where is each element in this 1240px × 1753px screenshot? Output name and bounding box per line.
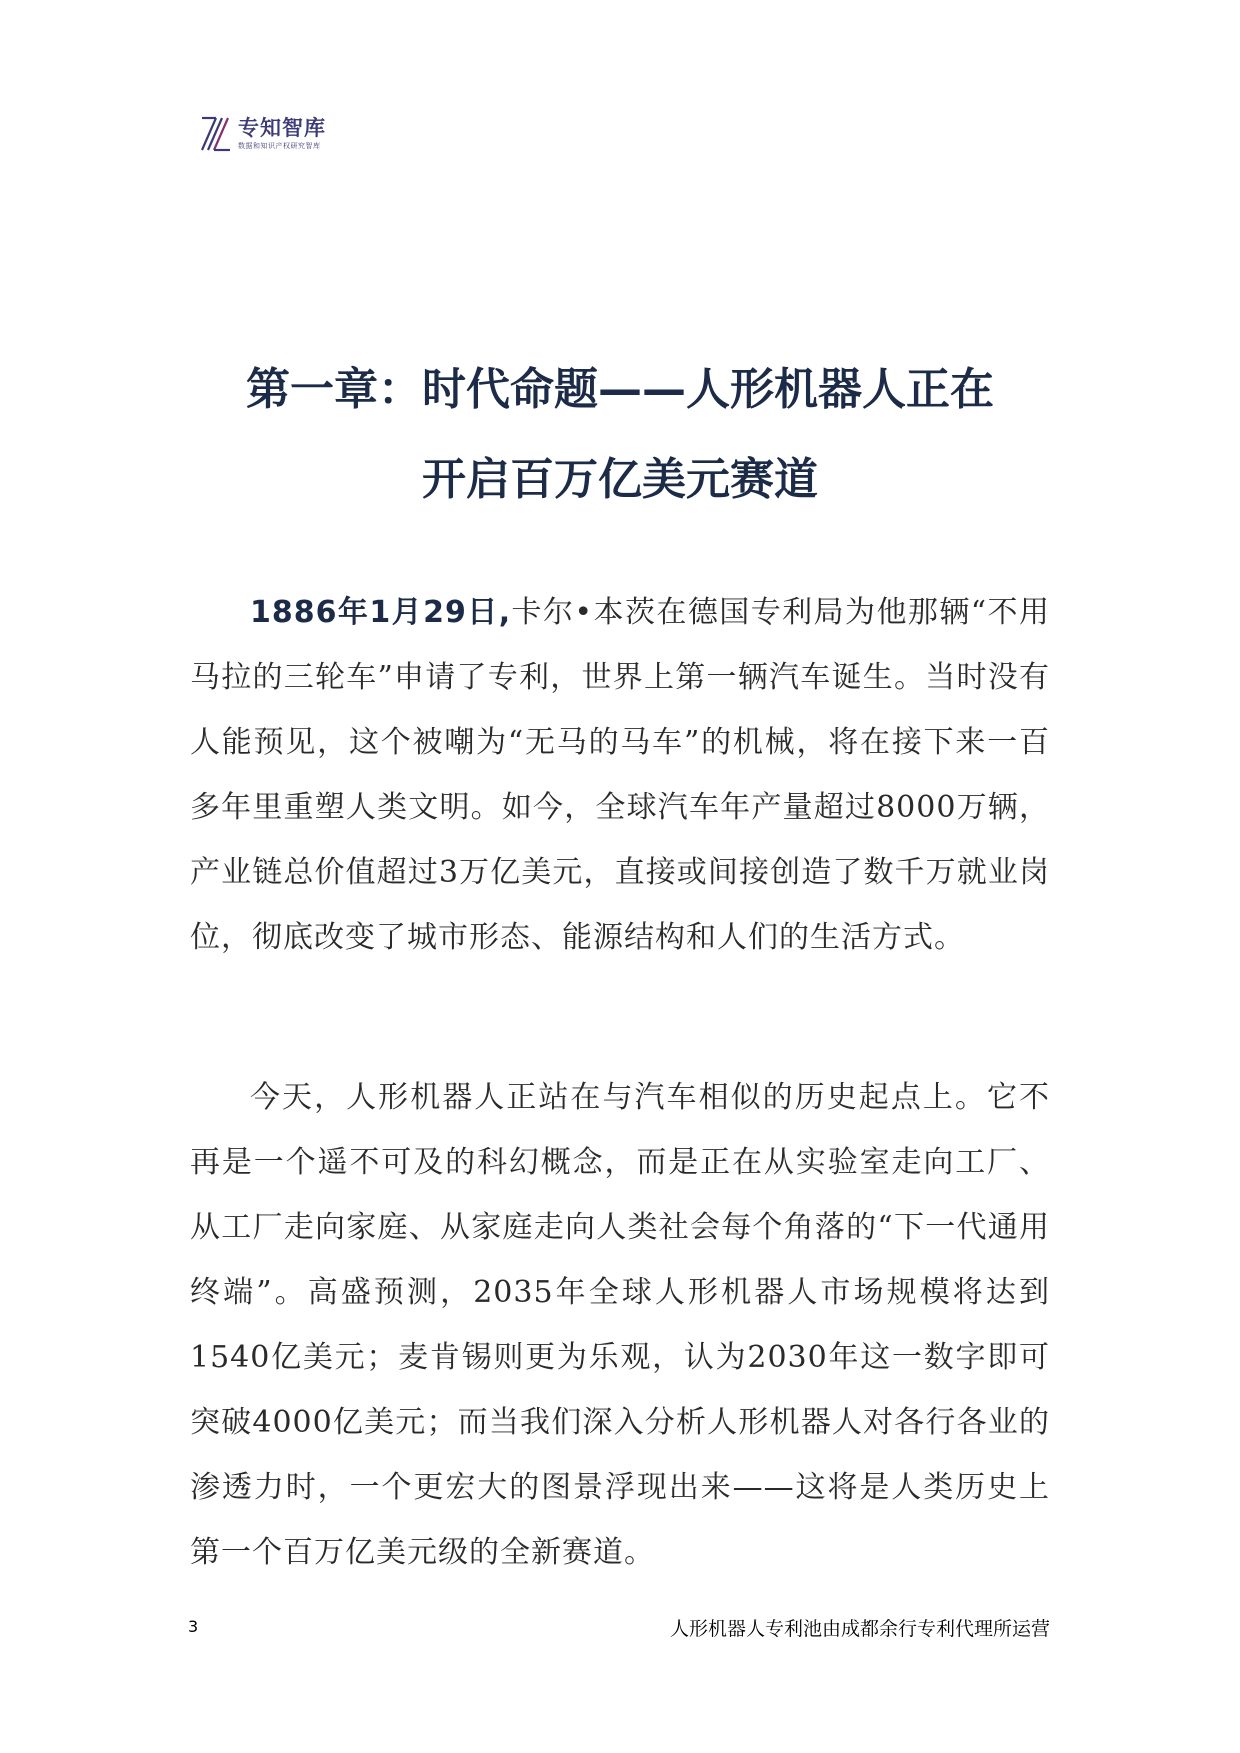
paragraph-2-text: 今天，人形机器人正站在与汽车相似的历史起点上。它不再是一个遥不可及的科幻概念，而是正在从实验室走向工厂、从工厂走向家庭、从家庭走向人类社会每个角落的“下一代通用终端”。高盛预测，2035年全球人形机器人市场规模将达到1540亿美元；麦肯锡则更为乐观，认为2030年这一数字即可突破4000亿美元；而当我们深入分析人形机器人对各行各业的渗透力时，一个更宏大的图景浮现出来——这将是人类历史上第一个百万亿美元级的全新赛道。 xyxy=(190,1080,1050,1570)
paragraph-2 xyxy=(190,1065,1050,1585)
page-number: 3 xyxy=(188,1617,199,1636)
logo-subtitle: 数据和知识产权研究智库 xyxy=(238,142,321,150)
zl-logo-icon xyxy=(200,114,232,154)
footer-note: 人形机器人专利池由成都余行专利代理所运营 xyxy=(669,1618,1050,1640)
chapter-title-line-1: 第一章：时代命题——人形机器人正在 xyxy=(246,364,994,415)
paragraph-1-text: 卡尔•本茨在德国专利局为他那辆“不用马拉的三轮车”申请了专利，世界上第一辆汽车诞生。当时没有人能预见，这个被嘲为“无马的马车”的机械，将在接下来一百多年里重塑人类文明。如今，全球汽车年产量超过8000万辆，产业链总价值超过3万亿美元，直接或间接创造了数千万就业岗位，彻底改变了城市形态、能源结构和人们的生活方式。 xyxy=(190,595,1050,955)
chapter-title-line-2: 开启百万亿美元赛道 xyxy=(422,454,818,505)
paragraph-1-lead-date: 1886年1月29日, xyxy=(250,595,512,630)
chapter-title xyxy=(150,345,1090,525)
paragraph-1 xyxy=(190,580,1050,970)
logo-name: 专知智库 xyxy=(238,116,326,140)
header-logo xyxy=(200,112,326,156)
